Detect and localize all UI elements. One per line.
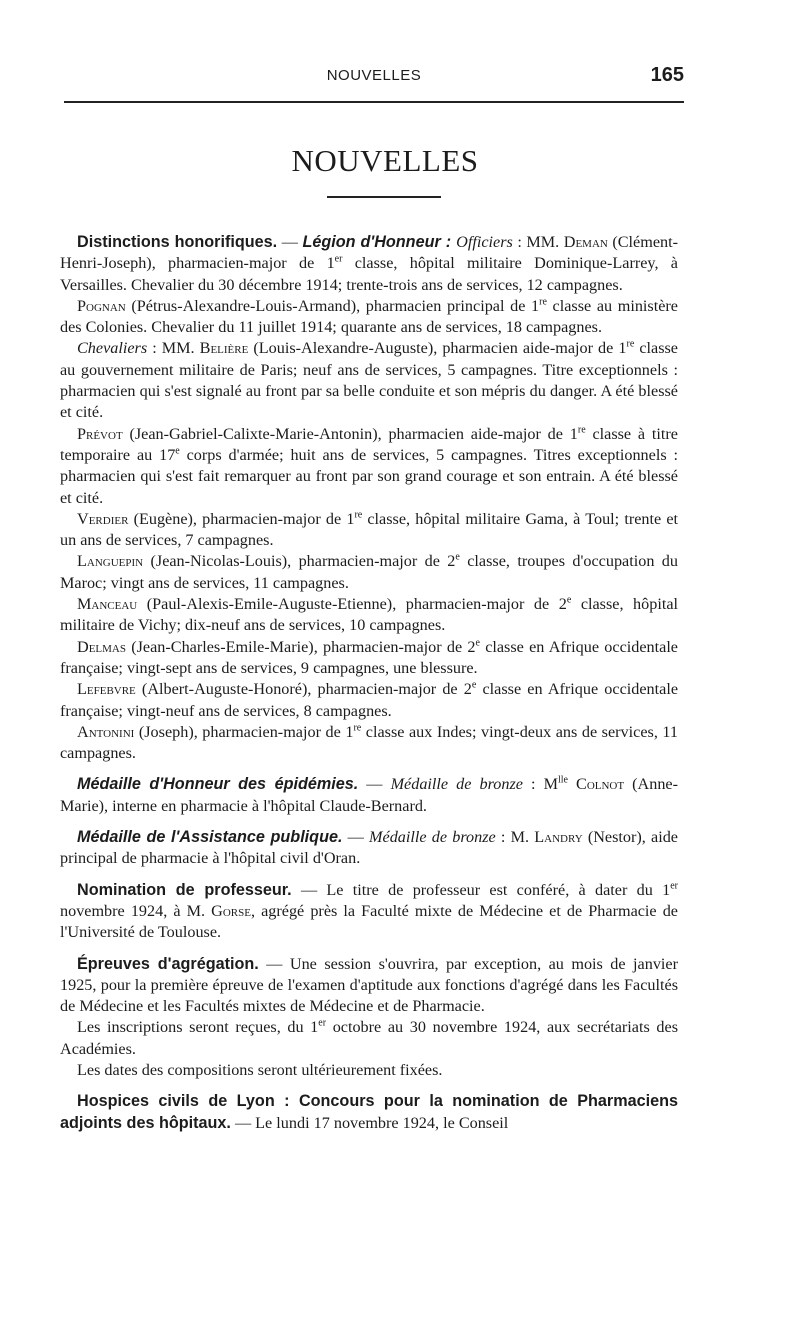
- paragraph-nomination: [60, 880, 678, 944]
- ordinal-suffix: er: [318, 1018, 327, 1029]
- subheading-label: Officiers: [456, 233, 513, 251]
- text-run: Les inscriptions seront reçues, du 1: [77, 1018, 319, 1037]
- section-title: NOUVELLES: [291, 143, 479, 178]
- section-heading: Médaille de l'Assistance publique.: [77, 828, 343, 847]
- text-run: (Albert-Auguste-Honoré), pharmacien-major de 2: [135, 680, 472, 699]
- running-title: NOUVELLES: [326, 67, 422, 84]
- text-run: classe à titre temporaire au 17: [60, 424, 678, 464]
- paragraph-prevot: [60, 424, 678, 509]
- paragraph-pognan: [60, 296, 678, 339]
- text-run: — Le lundi 17 novembre 1924, le Conseil: [230, 1113, 509, 1132]
- text-run: (Nestor), aide principal de pharmacie à l'hôpital civil d'Oran.: [60, 828, 678, 868]
- text-run: : MM.: [147, 339, 200, 358]
- text-run: : M.: [495, 828, 535, 847]
- medal-label: Médaille de bronze: [369, 828, 496, 847]
- paragraph-languepin: [60, 551, 678, 594]
- text-run: classe, hôpital militaire Gama, à Toul; trente et un ans de services, 7 campagnes.: [60, 509, 679, 550]
- person-name: Verdier: [77, 509, 129, 528]
- text-run: —: [358, 775, 391, 794]
- text-run: classe au ministère des Colonies. Chevalier du 11 juillet 1914; quarante ans de services, 18 campagnes.: [60, 296, 678, 337]
- text-run: classe au gouvernement militaire de Paris; neuf ans de services, 5 campagnes. Titre exceptionnels : pharmacien qui s'est signalé au front par sa belle conduite et son mépris du danger. A été blessé et cité.: [60, 339, 678, 422]
- text-run: (Clément-Henri-Joseph), pharmacien-major de 1: [60, 233, 678, 273]
- text-run: (Jean-Nicolas-Louis), pharmacien-major de 2: [143, 552, 456, 571]
- page-number: 165: [650, 64, 684, 86]
- ordinal-suffix: er: [334, 253, 343, 265]
- person-name: Antonini: [77, 722, 135, 741]
- person-name: Belière: [199, 339, 249, 358]
- medal-label: Médaille de bronze: [390, 775, 523, 794]
- person-name: Gorse: [211, 901, 251, 920]
- title-rule: [327, 196, 441, 198]
- ordinal-suffix: re: [626, 339, 635, 351]
- text-run: classe, hôpital militaire de Vichy; dix-neuf ans de services, 10 campagnes.: [60, 595, 678, 635]
- paragraph-lefebvre: [60, 679, 678, 722]
- text-run: (Paul-Alexis-Emile-Auguste-Etienne), pharmacien-major de 2: [137, 595, 567, 614]
- text-run: classe aux Indes; vingt-deux ans de services, 11 campagnes.: [60, 722, 679, 763]
- section-heading: Épreuves d'agrégation.: [77, 954, 259, 973]
- text-run: (Louis-Alexandre-Auguste), pharmacien aide-major de 1: [248, 339, 627, 358]
- text-run: Les dates des compositions seront ultérieurement fixées.: [77, 1060, 443, 1079]
- text-run: (Jean-Charles-Emile-Marie), pharmacien-major de 2: [125, 637, 476, 656]
- ordinal-suffix: e: [566, 594, 572, 606]
- person-name: Landry: [534, 828, 583, 847]
- text-run: corps d'armée; huit ans de services, 5 campagnes. Titres exceptionnels : pharmacien qui s'est fait remarquer au front par son grand courage et son entrain. A été blessé et cité.: [60, 445, 678, 507]
- text-run: —: [342, 828, 370, 847]
- paragraph-delmas: [60, 637, 678, 680]
- text-run: : M: [522, 775, 558, 794]
- text-run: , agrégé près la Faculté mixte de Médecine et de Pharmacie de l'Université de Toulouse.: [60, 901, 678, 942]
- text-run: classe, troupes d'occupation du Maroc; vingt ans de services, 11 campagnes.: [60, 552, 678, 592]
- person-name: Deman: [563, 233, 608, 251]
- person-name: Prévot: [77, 424, 123, 443]
- ordinal-suffix: e: [471, 679, 477, 691]
- text-run: —: [277, 233, 303, 251]
- ordinal-suffix: e: [475, 637, 480, 649]
- paragraph-verdier: [60, 509, 678, 552]
- paragraph-medaille-assistance: [60, 827, 678, 870]
- text-run: (Jean-Gabriel-Calixte-Marie-Antonin), pharmacien aide-major de 1: [122, 424, 578, 443]
- ordinal-suffix: re: [577, 424, 586, 436]
- ordinal-suffix: re: [353, 722, 362, 734]
- text-run: (Joseph), pharmacien-major de 1: [134, 722, 354, 741]
- paragraph-manceau: [60, 594, 678, 637]
- paragraph-dates: [60, 1060, 678, 1081]
- ordinal-suffix: e: [455, 552, 460, 564]
- subheading: Légion d'Honneur :: [302, 233, 457, 251]
- person-name: Manceau: [77, 595, 138, 614]
- section-heading: Nomination de professeur.: [77, 880, 292, 899]
- section-heading: Distinctions honorifiques.: [77, 233, 278, 251]
- text-run: octobre au 30 novembre 1924, aux secrétariats des Académies.: [60, 1018, 678, 1058]
- text-run: classe en Afrique occidentale française; vingt-sept ans de services, 9 campagnes, une blessure.: [60, 637, 678, 677]
- ordinal-suffix: e: [175, 445, 180, 457]
- section-heading: Hospices civils de Lyon : Concours pour la nomination de Pharmaciens adjoints des hôpitaux.: [60, 1092, 678, 1132]
- text-run: (Pétrus-Alexandre-Louis-Armand), pharmacien principal de 1: [125, 296, 540, 315]
- person-name: Lefebvre: [77, 680, 136, 699]
- subheading-label: Chevaliers: [77, 339, 148, 358]
- paragraph-beliere: [60, 338, 678, 423]
- paragraph-inscriptions: [60, 1017, 678, 1060]
- ordinal-suffix: er: [670, 880, 678, 892]
- header-rule: [64, 101, 684, 103]
- text-run: — Une session s'ouvrira, par exception, au mois de janvier 1925, pour la première épreuve de l'examen d'aptitude aux fonctions d'agrégé dans les Facultés de Médecine et les Facultés mixtes de Médecine et de Pharmacie.: [60, 954, 678, 1016]
- person-name: Languepin: [77, 552, 144, 571]
- person-name: Delmas: [77, 637, 126, 656]
- section-heading: Médaille d'Honneur des épidémies.: [77, 775, 359, 794]
- text-run: — Le titre de professeur est conféré, à dater du 1: [291, 880, 671, 899]
- paragraph-antonini: [60, 722, 678, 765]
- ordinal-suffix: re: [354, 509, 363, 521]
- text-run: (Eugène), pharmacien-major de 1: [128, 509, 355, 528]
- page-header: [64, 64, 684, 88]
- article-body: [60, 232, 678, 1134]
- paragraph-hospices: [60, 1091, 678, 1134]
- person-name: Pognan: [77, 296, 126, 315]
- paragraph-distinctions: [60, 232, 678, 296]
- text-run: classe en Afrique occidentale française; vingt-neuf ans de services, 8 campagnes.: [60, 680, 679, 720]
- ordinal-suffix: lle: [557, 775, 568, 787]
- paragraph-medaille-epidemies: [60, 774, 678, 817]
- ordinal-suffix: re: [539, 296, 547, 308]
- text-run: (Anne-Marie), interne en pharmacie à l'hôpital Claude-Bernard.: [60, 775, 678, 815]
- text-run: : MM.: [512, 233, 564, 251]
- person-name: Colnot: [567, 775, 625, 794]
- text-run: novembre 1924, à M.: [60, 901, 212, 920]
- paragraph-agregation: [60, 954, 678, 1018]
- text-run: classe, hôpital militaire Dominique-Larrey, à Versailles. Chevalier du 30 décembre 1914; trente-trois ans de services, 12 campagnes.: [60, 254, 678, 294]
